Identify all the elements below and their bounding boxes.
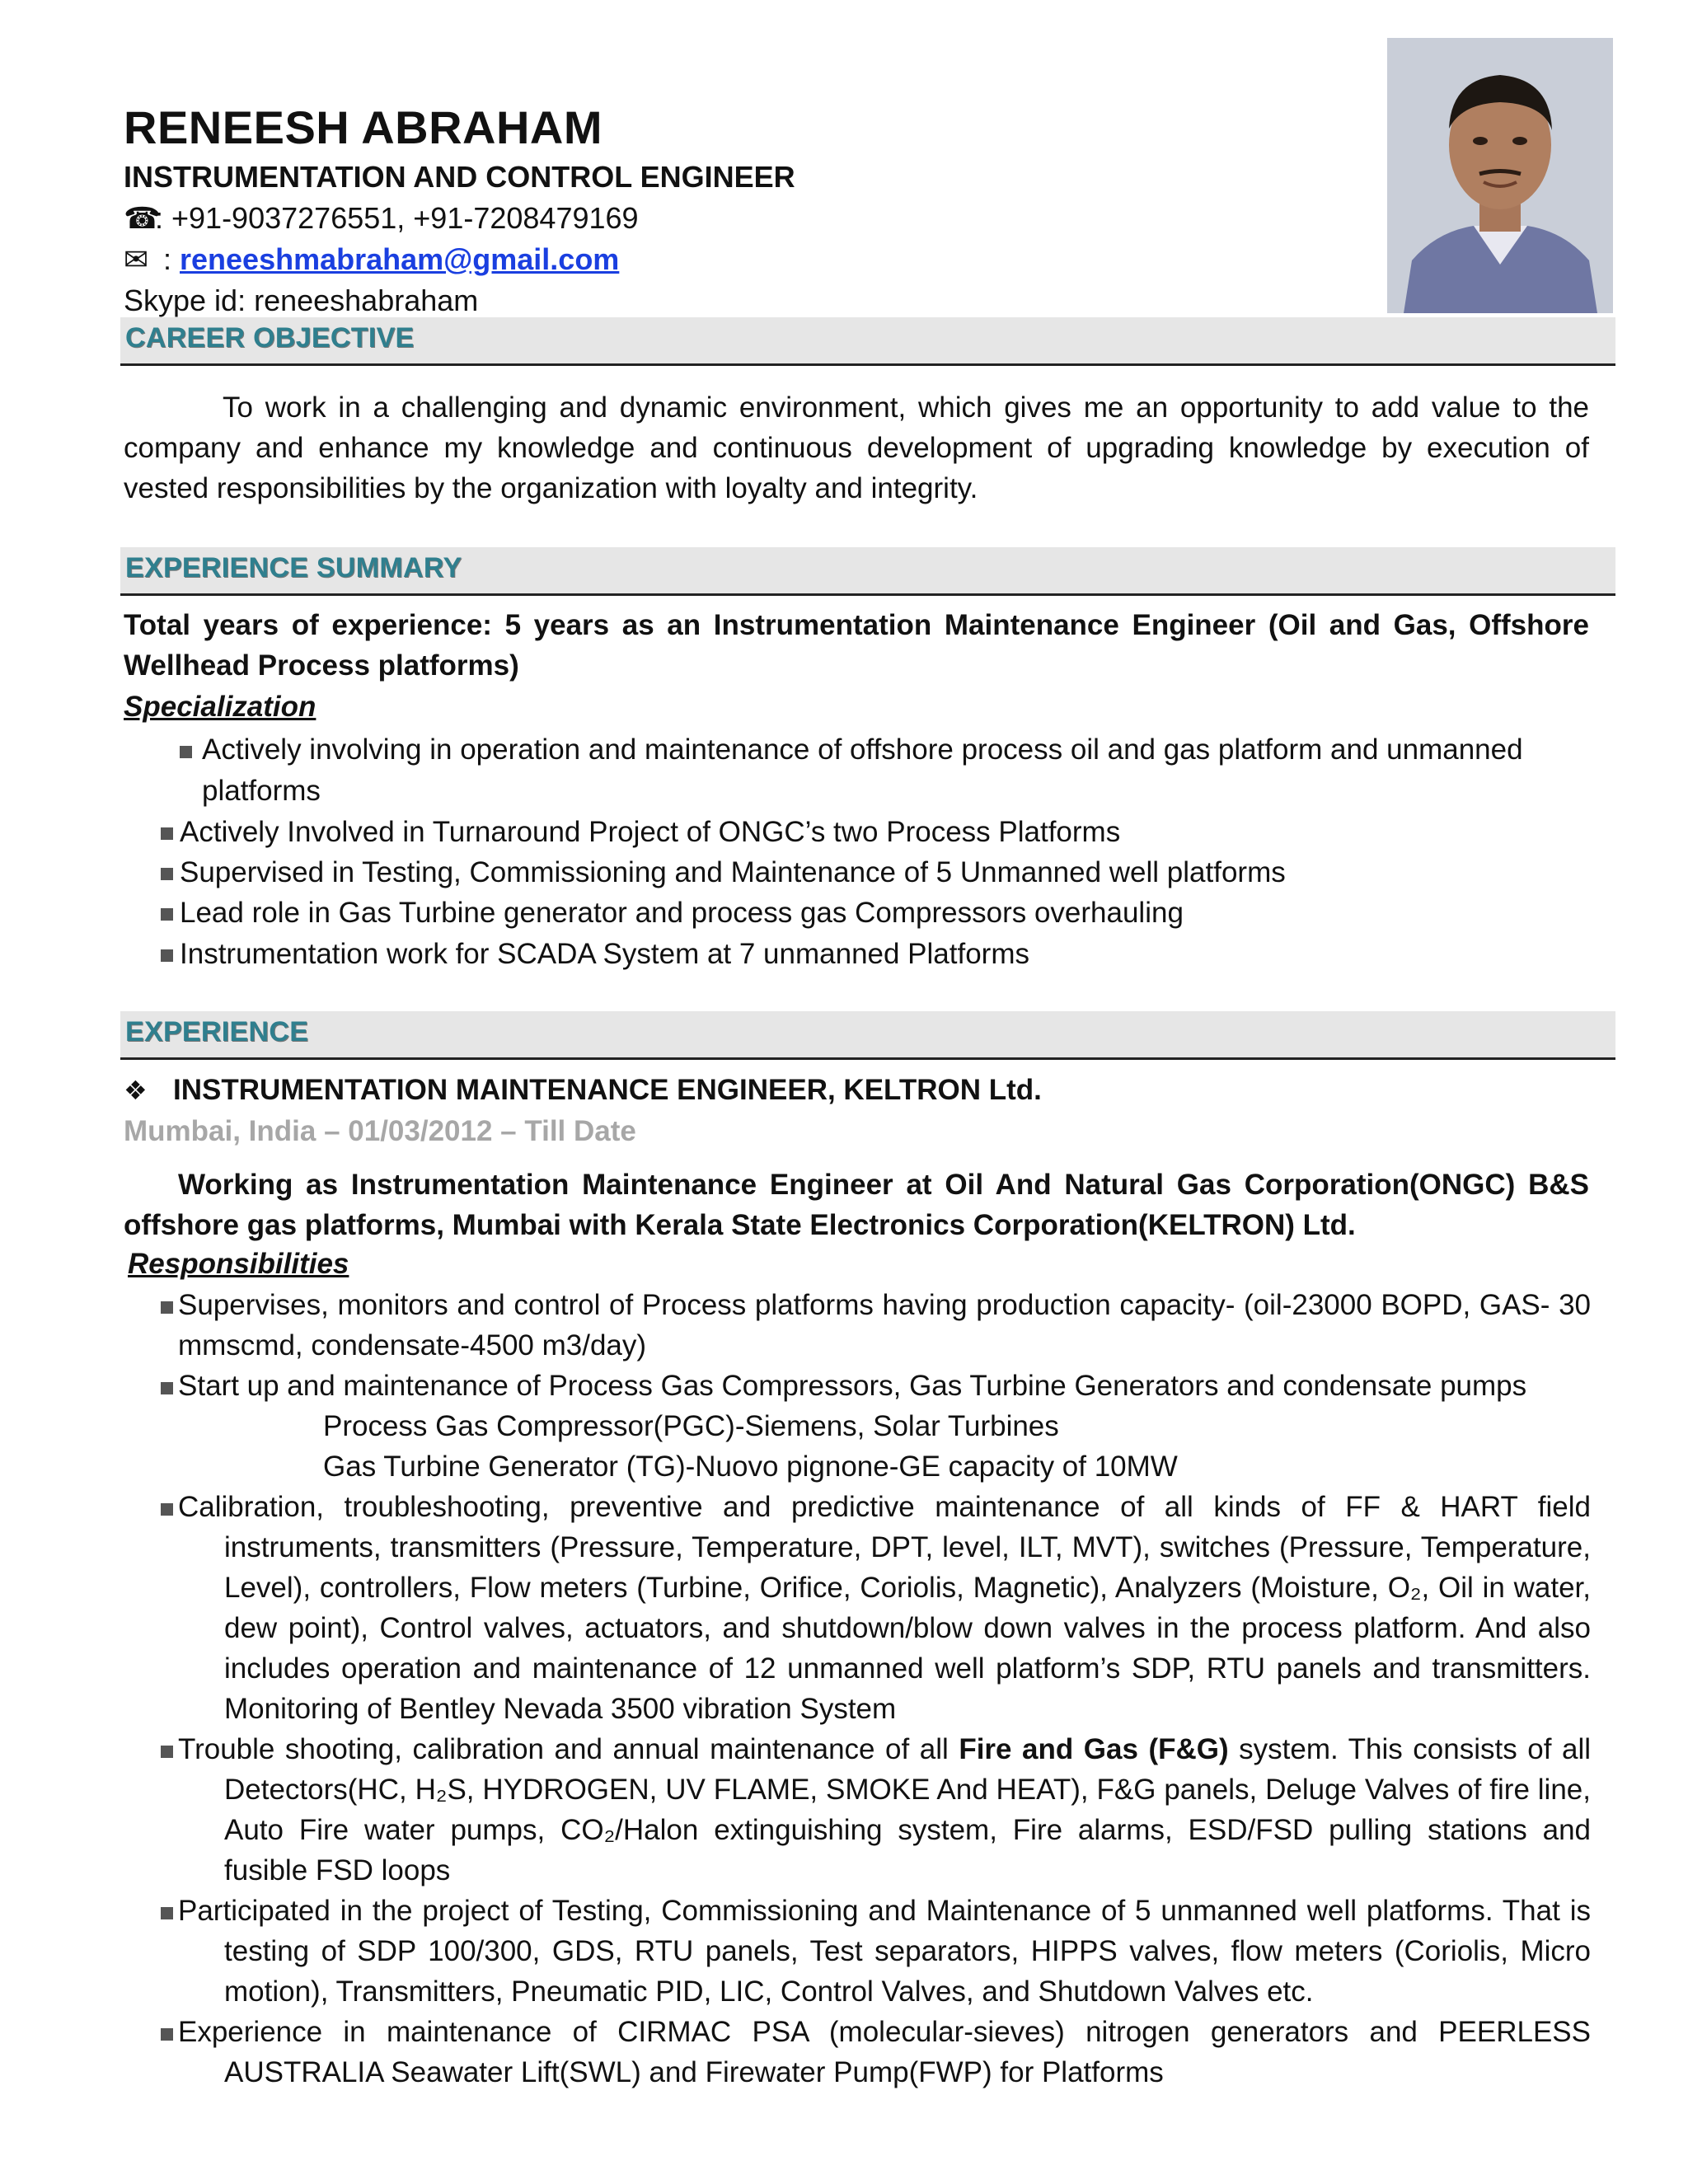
list-item	[25, 729, 1591, 811]
specialization-heading: Specialization	[124, 691, 316, 723]
spec-item-3	[124, 852, 1591, 893]
job-title	[124, 1070, 1591, 1111]
skype-id: Skype id: reneeshabraham	[124, 284, 479, 317]
list-item-text: Calibration, troubleshooting, preventive and predictive maintenance of all kinds of FF & HART field instruments, transmitters (Pressure, Temperature, DPT, level, ILT, MVT), switches (Pressure, Temperature, Level), controllers, Flow meters (Turbine, Orifice, Coriolis, Magnetic), Analyzers (Moisture, O₂, Oil in water, dew point), Control valves, actuators, and shutdown/blow down valves in the process platform. And also includes operation and maintenance of 12 unmanned well platform’s SDP, RTU panels and transmitters. Monitoring of Bentley Nevada 3500 vibration System	[178, 1491, 1591, 1725]
r1-text: Supervises, monitors and control of Process platforms having production capacity- (oil-23000 BOPD, GAS- 30 mmscmd, condensate-4500 m3/day)	[178, 1289, 1591, 1361]
diamond-bullet-icon: ❖	[124, 1076, 148, 1105]
bullet-icon	[161, 1907, 173, 1919]
section-title: EXPERIENCE SUMMARY	[125, 552, 462, 583]
bullet-icon	[161, 1301, 173, 1314]
list-item-text: Instrumentation work for SCADA System at 7 unmanned Platforms	[180, 938, 1029, 970]
job-location-dates: Mumbai, India – 01/03/2012 – Till Date	[124, 1115, 636, 1147]
list-item-text: Participated in the project of Testing, Commissioning and Maintenance of 5 unmanned well platforms. That is testing of SDP 100/300, GDS, RTU panels, Test separators, HIPPS valves, flow meters (Coriolis, Micro motion), Transmitters, Pneumatic PID, LIC, Control Valves, and Shutdown Valves etc.	[178, 1895, 1591, 2008]
list-item-text	[124, 1285, 1591, 1366]
responsibility-5	[124, 1891, 1591, 2012]
career-objective-text: To work in a challenging and dynamic environment, which gives me an opportunity to add value to the company and enhance my knowledge and continuous development of upgrading knowledge by execution of vested responsibilities by the organization with loyalty and integrity.	[124, 391, 1589, 504]
list-item-text: Actively Involved in Turnaround Project of ONGC’s two Process Platforms	[180, 816, 1121, 848]
r4-text-bold: Fire and Gas (F&G)	[959, 1733, 1229, 1765]
candidate-name: RENEESH ABRAHAM	[124, 101, 603, 153]
responsibility-2	[124, 1366, 1591, 1487]
section-career-objective	[120, 317, 1615, 366]
bullet-icon	[161, 868, 173, 880]
responsibility-3	[124, 1487, 1591, 1729]
bullet-icon	[161, 1382, 173, 1394]
spec-item-2	[124, 812, 1591, 852]
bullet-icon	[161, 827, 173, 840]
r2-sub-item-1: Process Gas Compressor(PGC)-Siemens, Solar Turbines	[323, 1410, 1059, 1442]
r4-text-post: system. This consists of all Detectors(HC, H₂S, HYDROGEN, UV FLAME, SMOKE And HEAT), F&G panels, Deluge Valves of fire line, Auto Fire water pumps, CO₂/Halon extinguishing system, Fire alarms, ESD/FSD pulling stations and fusible FSD loops	[224, 1733, 1591, 1886]
r2-sub-item-2: Gas Turbine Generator (TG)-Nuovo pignone-GE capacity of 10MW	[323, 1451, 1178, 1483]
total-experience: Total years of experience: 5 years as an Instrumentation Maintenance Engineer (Oil and Gas, Offshore Wellhead Process platforms)	[124, 609, 1589, 682]
bullet-icon	[161, 908, 173, 921]
bullet-icon	[161, 1746, 173, 1758]
spec-item-4	[124, 893, 1591, 933]
responsibility-6	[124, 2012, 1591, 2093]
specialization-label	[124, 687, 1591, 727]
candidate-role: INSTRUMENTATION AND CONTROL ENGINEER	[124, 160, 795, 194]
bullet-icon	[161, 1503, 173, 1516]
section-title: CAREER OBJECTIVE	[125, 322, 415, 354]
email-line	[124, 239, 1360, 280]
spec-item-5	[124, 934, 1591, 974]
bullet-icon	[161, 2028, 173, 2041]
bullet-icon	[180, 746, 192, 758]
telephone-icon: ☎	[124, 201, 161, 235]
resume-header	[124, 99, 1360, 321]
bullet-icon	[161, 949, 173, 962]
phone-line	[124, 198, 1360, 239]
list-item-text: Actively involving in operation and maintenance of offshore process oil and gas platform and unmanned platforms	[202, 733, 1523, 807]
list-item-text: Experience in maintenance of CIRMAC PSA (molecular-sieves) nitrogen generators and PEERLESS AUSTRALIA Seawater Lift(SWL) and Firewater Pump(FWP) for Platforms	[178, 2016, 1591, 2088]
responsibility-4	[124, 1729, 1591, 1891]
envelope-icon: ✉	[124, 242, 149, 276]
list-item-text: Supervised in Testing, Commissioning and Maintenance of 5 Unmanned well platforms	[180, 856, 1286, 888]
list-item-text: Start up and maintenance of Process Gas Compressors, Gas Turbine Generators and condensate pumps	[178, 1370, 1527, 1402]
profile-photo	[1387, 38, 1613, 313]
responsibilities-label	[128, 1244, 1595, 1284]
section-title: EXPERIENCE	[125, 1016, 309, 1047]
email-link[interactable]: reneeshmabraham@gmail.com	[180, 242, 620, 276]
job-intro: Working as Instrumentation Maintenance Engineer at Oil And Natural Gas Corporation(ONGC) B&S offshore gas platforms, Mumbai with Kerala State Electronics Corporation(KELTRON) Ltd.	[124, 1169, 1589, 1241]
job-title-text: INSTRUMENTATION MAINTENANCE ENGINEER, KELTRON Ltd.	[173, 1074, 1042, 1106]
specialization-list	[124, 729, 1591, 811]
list-item-text: Lead role in Gas Turbine generator and process gas Compressors overhauling	[180, 897, 1184, 929]
section-experience	[120, 1011, 1615, 1060]
section-experience-summary	[120, 547, 1615, 596]
r4-text-pre: Trouble shooting, calibration and annual maintenance of all	[178, 1733, 959, 1765]
responsibility-1	[124, 1285, 1591, 1366]
list-item-text	[124, 1729, 1591, 1891]
responsibilities-heading: Responsibilities	[128, 1248, 349, 1280]
email-separator: :	[155, 242, 181, 276]
phone-numbers: : +91-9037276551, +91-7208479169	[155, 201, 639, 235]
